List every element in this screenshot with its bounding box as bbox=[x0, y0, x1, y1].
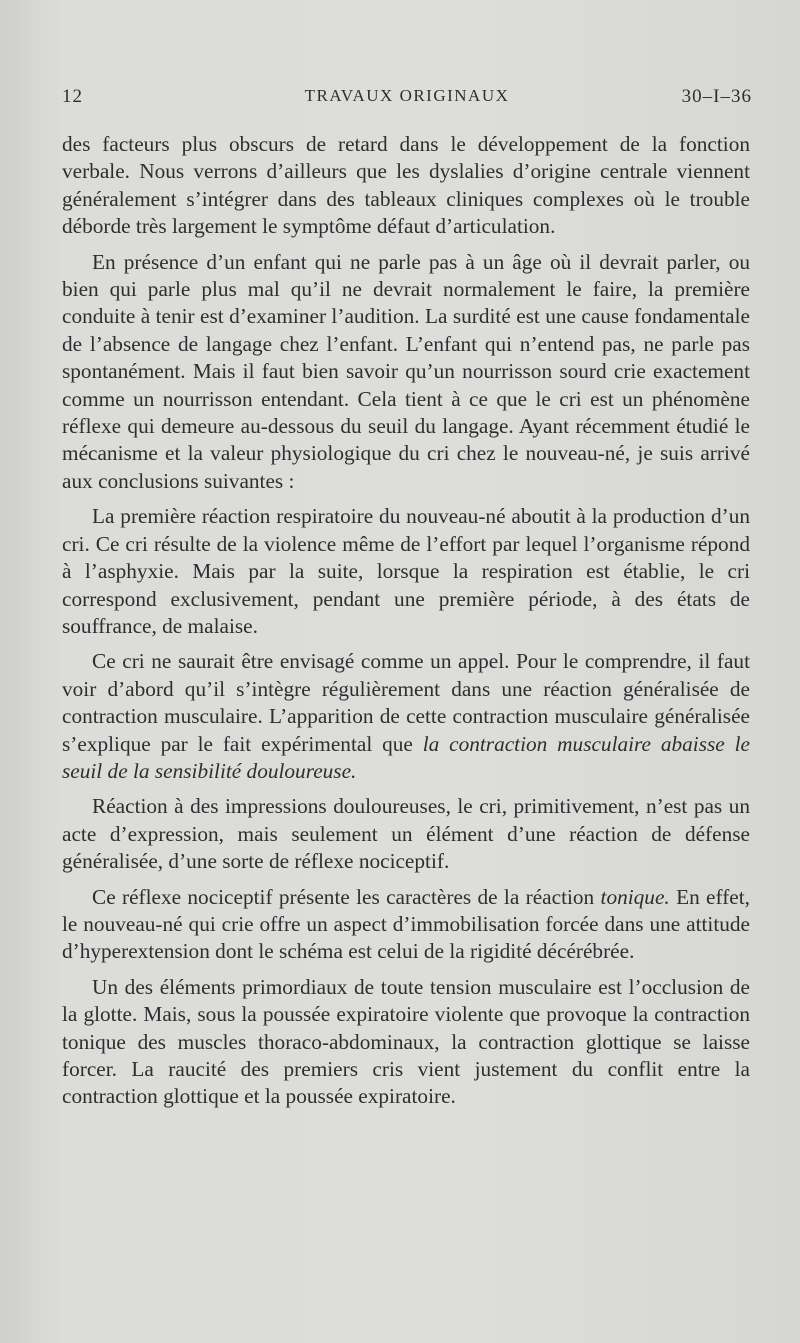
paragraph-5: Réaction à des impressions douloureuses, le cri, primitivement, n’est pas un acte d’expression, mais seulement un élément d’une réaction de défense généralisée, d’une sorte de réflexe nociceptif. bbox=[62, 794, 750, 874]
issue-date: 30–I–36 bbox=[681, 86, 752, 107]
paragraph-4-italic: la contraction musculaire abaisse le seuil de la sensibilité douloureuse. bbox=[62, 731, 750, 783]
paragraph-2: En présence d’un enfant qui ne parle pas à un âge où il devrait parler, ou bien qui parle plus mal qu’il ne devrait normalement le faire, la première conduite à tenir est d’examiner l’audition. La surdité est une cause fondamentale de l’absence de langage chez l’enfant. L’enfant qui n’entend pas, ne parle pas spontanément. Mais il faut bien savoir qu’un nourrisson sourd crie exactement comme un nourrisson entendant. Cela tient à ce que le cri est un phénomène réflexe qui demeure au-dessous du seuil du langage. Ayant récemment étudié le mécanisme et la valeur physiologique du cri chez le nouveau-né, je suis arrivé aux conclusions suivantes : bbox=[62, 249, 750, 493]
running-title: TRAVAUX ORIGINAUX bbox=[304, 86, 510, 105]
paragraph-1: des facteurs plus obscurs de retard dans le développement de la fonction verbale. Nous verrons d’ailleurs que les dyslalies d’origine centrale viennent généralement s’intégrer dans des tableaux cliniques complexes où le trouble déborde très largement le symptôme défaut d’articulation. bbox=[62, 132, 750, 239]
paragraph-3: La première réaction respiratoire du nouveau-né aboutit à la production d’un cri. Ce cri résulte de la violence même de l’effort par lequel l’organisme répond à l’asphyxie. Mais par la suite, lorsque la respiration est établie, le cri correspond exclusivement, pendant une première période, à des états de souffrance, de malaise. bbox=[62, 504, 750, 638]
paragraph-6-italic: tonique. bbox=[600, 884, 670, 909]
paragraph-6-text-before: Ce réflexe nociceptif présente les caractères de la réaction bbox=[92, 884, 595, 909]
running-header bbox=[62, 86, 752, 116]
paragraph-6-text-after: En effet, le nouveau-né qui crie offre un aspect d’immobilisation forcée dans une attitude d’hyperextension dont le schéma est celui de la rigidité décérébrée. bbox=[62, 884, 750, 964]
paragraph-7: Un des éléments primordiaux de toute tension musculaire est l’occlusion de la glotte. Mais, sous la poussée expiratoire violente que provoque la contraction tonique des muscles thoraco-abdominaux, la contraction glottique se laisse forcer. La raucité des premiers cris vient justement du conflit entre la contraction glottique et la poussée expiratoire. bbox=[62, 974, 750, 1109]
paragraph-6 bbox=[62, 884, 750, 966]
article-body bbox=[62, 131, 750, 1111]
paragraph-4-text: Ce cri ne saurait être envisagé comme un appel. Pour le comprendre, il faut voir d’abord qu’il s’intègre régulièrement dans une réaction généralisée de contraction musculaire. L’apparition de cette contraction musculaire généralisée s’explique par le fait expérimental que bbox=[62, 649, 750, 756]
paragraph-4 bbox=[62, 648, 750, 785]
page-number: 12 bbox=[62, 86, 83, 107]
